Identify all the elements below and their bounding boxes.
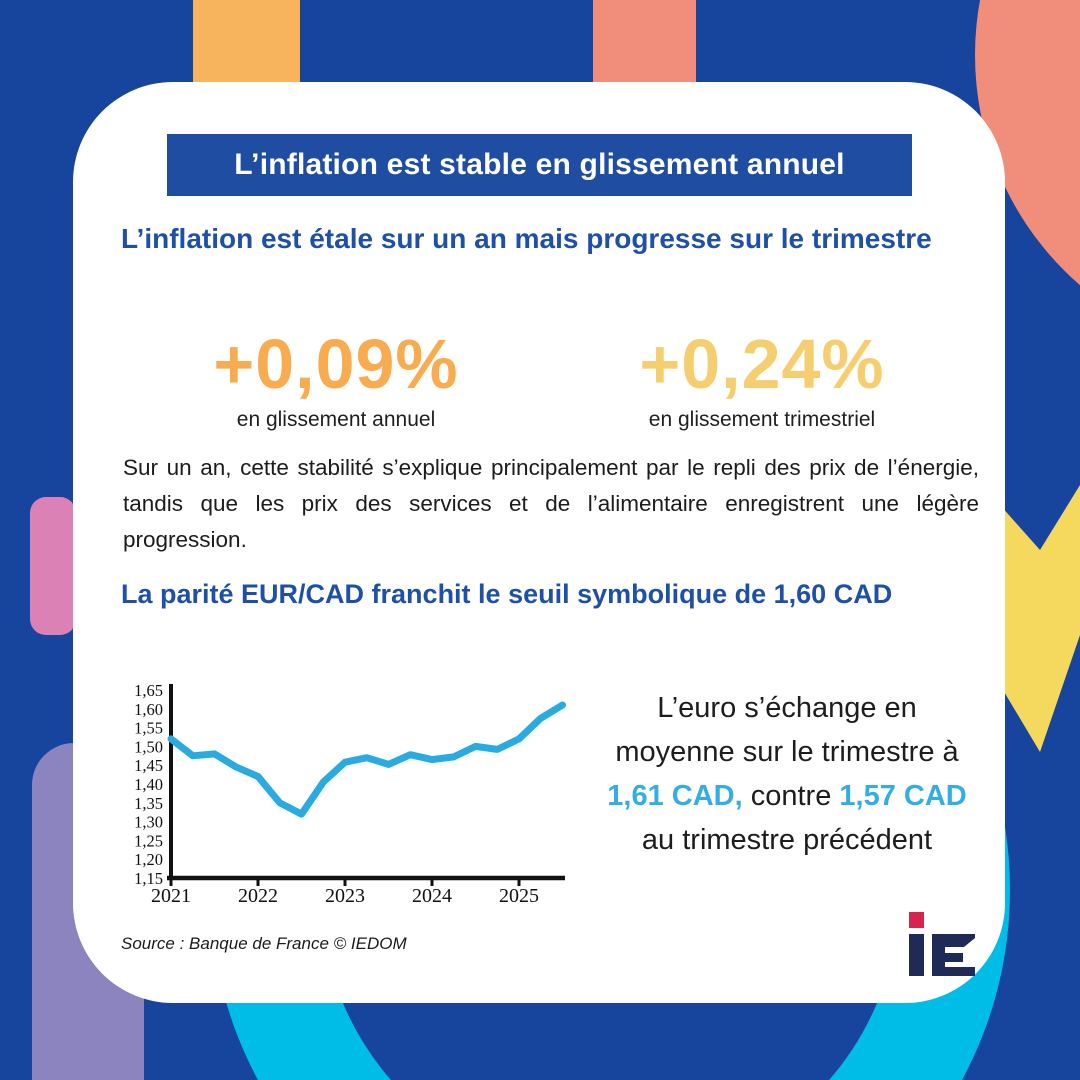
commentary-value-previous: 1,57 CAD bbox=[839, 780, 967, 812]
eurcad-line-chart bbox=[113, 678, 588, 923]
eurcad-chart-svg bbox=[113, 678, 583, 918]
stat-annual bbox=[123, 322, 549, 432]
y-tick-label: 1,65 bbox=[134, 681, 163, 700]
logo-i-stem bbox=[909, 934, 924, 976]
deco-pink-pill bbox=[30, 497, 76, 635]
stat-annual-label: en glissement annuel bbox=[236, 408, 436, 431]
logo-e-mid bbox=[932, 953, 963, 962]
x-tick-label: 2021 bbox=[151, 885, 191, 907]
logo-i-dot bbox=[909, 912, 924, 928]
iedom-logo bbox=[903, 910, 979, 978]
source-caption: Source : Banque de France © IEDOM bbox=[121, 934, 407, 953]
stat-quarterly bbox=[549, 322, 975, 432]
content-card bbox=[73, 82, 1005, 1003]
x-tick-label: 2024 bbox=[412, 885, 452, 907]
eurcad-series-line bbox=[171, 705, 563, 814]
y-tick-label: 1,35 bbox=[134, 793, 163, 813]
commentary-post: au trimestre précédent bbox=[641, 824, 933, 856]
commentary-value-current: 1,61 CAD, bbox=[607, 780, 743, 812]
y-tick-label: 1,55 bbox=[134, 718, 163, 738]
y-tick-label: 1,45 bbox=[134, 756, 163, 776]
logo-e-bottom bbox=[932, 967, 975, 976]
x-tick-label: 2022 bbox=[238, 885, 278, 907]
x-tick-label: 2025 bbox=[499, 885, 539, 907]
stats-row bbox=[123, 322, 975, 432]
deco-yellow-chevron bbox=[1000, 430, 1080, 760]
poster-title: L’inflation est stable en glissement annuel bbox=[234, 148, 845, 181]
title-banner bbox=[167, 134, 912, 196]
y-tick-label: 1,25 bbox=[134, 831, 163, 851]
stat-quarterly-value: +0,24% bbox=[639, 325, 885, 403]
x-tick-label: 2023 bbox=[325, 885, 365, 907]
heading-parity: La parité EUR/CAD franchit le seuil symbolique de 1,60 CAD bbox=[121, 579, 893, 609]
y-tick-label: 1,30 bbox=[134, 812, 163, 832]
heading-inflation: L’inflation est étale sur un an mais progresse sur le trimestre bbox=[121, 223, 932, 254]
y-tick-label: 1,50 bbox=[134, 737, 163, 757]
commentary-pre: L’euro s’échange en moyenne sur le trimestre à bbox=[615, 692, 959, 768]
commentary-mid: contre bbox=[742, 780, 840, 812]
y-tick-label: 1,60 bbox=[134, 699, 163, 719]
exchange-commentary bbox=[601, 686, 973, 862]
y-tick-label: 1,20 bbox=[134, 850, 163, 870]
y-tick-label: 1,15 bbox=[134, 869, 163, 888]
body-paragraph: Sur un an, cette stabilité s’explique principalement par le repli des prix de l’énergie, tandis que les prix des services et de l’alimentaire enregistrent une légère progression. bbox=[123, 455, 979, 552]
stat-quarterly-label: en glissement trimestriel bbox=[648, 408, 876, 431]
y-tick-label: 1,40 bbox=[134, 775, 163, 794]
stat-annual-value: +0,09% bbox=[213, 325, 459, 403]
